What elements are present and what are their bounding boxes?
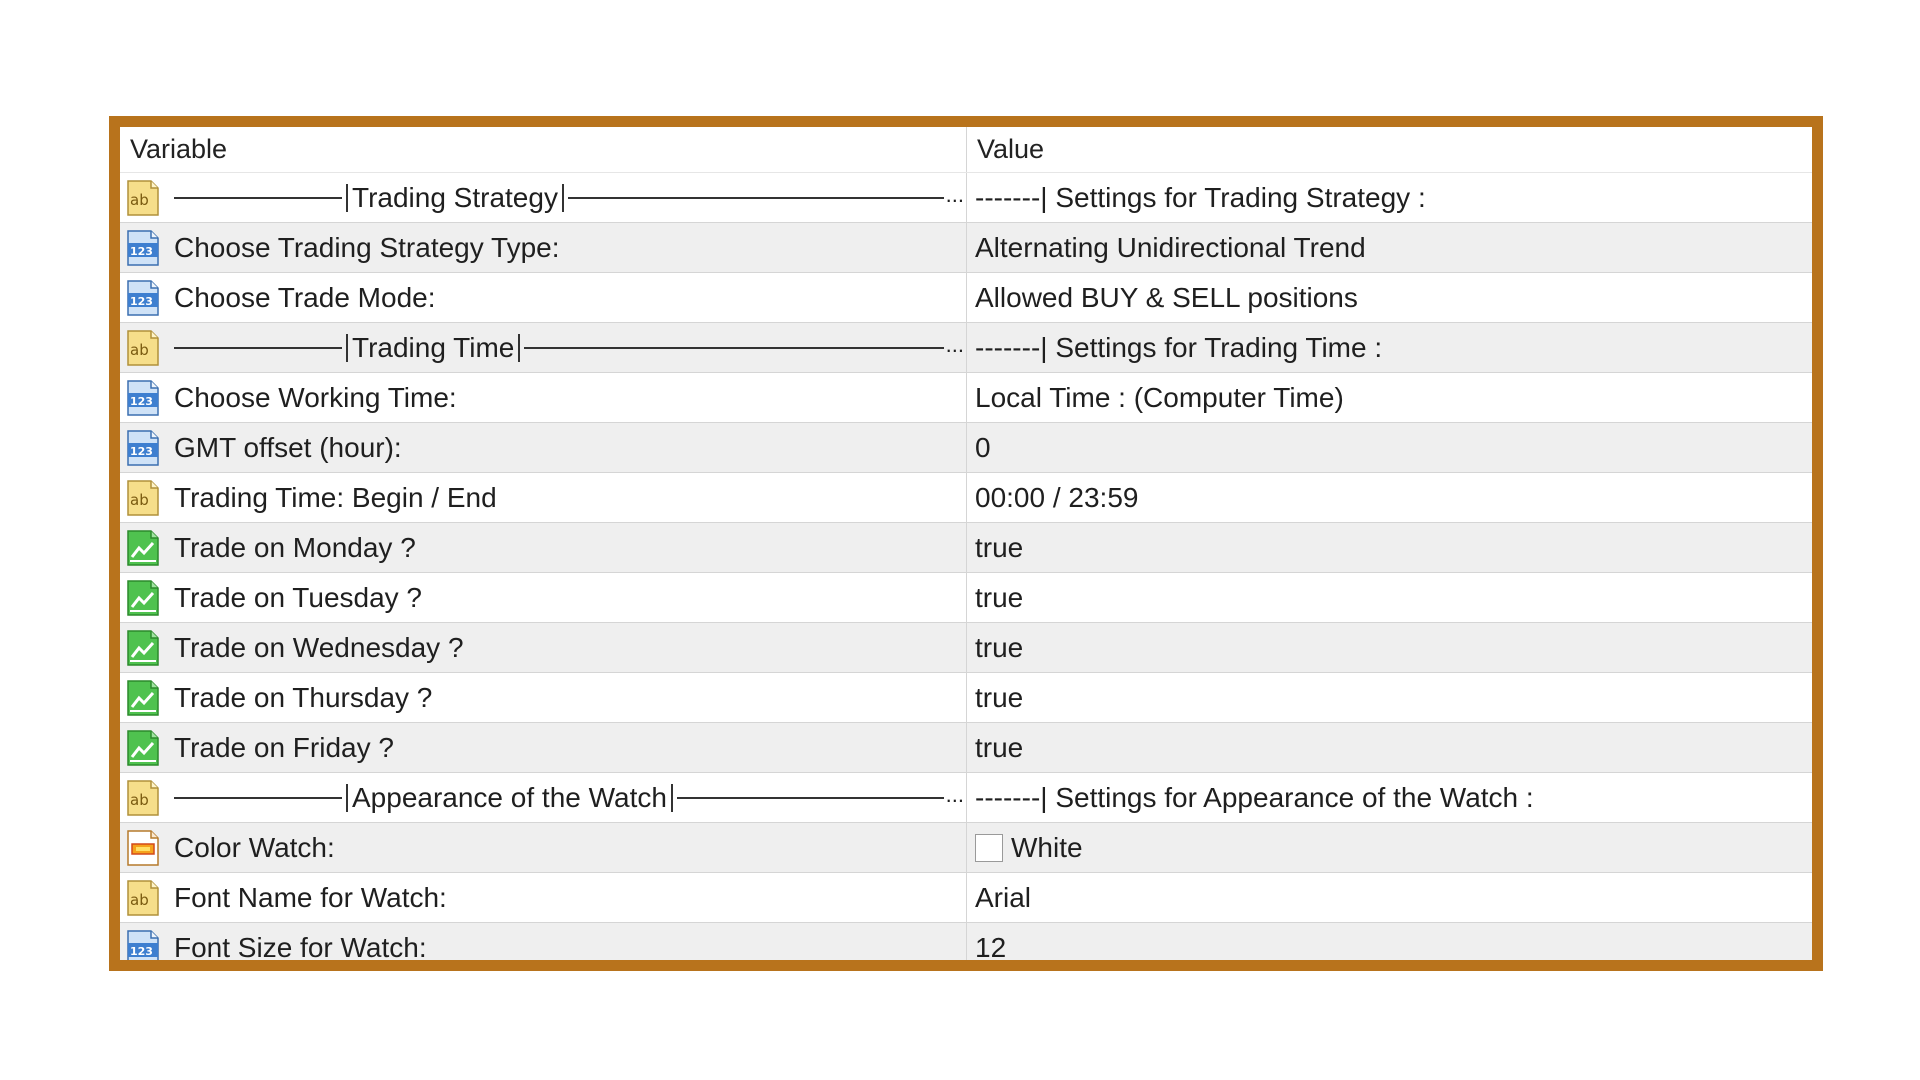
value-cell[interactable] [967, 323, 1812, 372]
separator-bar [346, 784, 348, 812]
section-separator [174, 182, 964, 214]
value-cell[interactable] [967, 373, 1812, 422]
svg-text:ab: ab [130, 490, 149, 509]
value-cell[interactable] [967, 273, 1812, 322]
svg-text:ab: ab [130, 190, 149, 209]
variable-cell[interactable] [120, 623, 967, 672]
table-row[interactable] [120, 623, 1812, 673]
separator-bar [346, 334, 348, 362]
value-cell[interactable] [967, 223, 1812, 272]
svg-text:123: 123 [130, 394, 153, 408]
color-swatch[interactable] [975, 834, 1003, 862]
value-text: -------| Settings for Trading Time : [975, 331, 1383, 363]
table-row[interactable] [120, 923, 1812, 971]
value-cell[interactable] [967, 623, 1812, 672]
table-row[interactable] [120, 873, 1812, 923]
truncation-ellipsis: ... [945, 181, 964, 207]
svg-text:ab: ab [130, 790, 149, 809]
table-row[interactable] [120, 473, 1812, 523]
section-title: Trading Time [352, 331, 515, 363]
separator-bar [562, 184, 564, 212]
separator-bar [518, 334, 520, 362]
value-cell[interactable] [967, 573, 1812, 622]
variable-label: Trade on Thursday ? [174, 681, 433, 713]
table-row[interactable] [120, 423, 1812, 473]
value-cell[interactable] [967, 673, 1812, 722]
table-row[interactable] [120, 673, 1812, 723]
value-text: 0 [975, 431, 991, 463]
value-cell[interactable] [967, 473, 1812, 522]
table-row[interactable] [120, 573, 1812, 623]
section-title: Appearance of the Watch [352, 781, 667, 813]
section-title: Trading Strategy [352, 181, 558, 213]
separator-bar [671, 784, 673, 812]
value-cell[interactable] [967, 773, 1812, 822]
value-text: -------| Settings for Trading Strategy : [975, 181, 1426, 213]
variable-label: Font Size for Watch: [174, 931, 427, 963]
variable-label: Color Watch: [174, 831, 335, 863]
value-text: true [975, 581, 1024, 613]
variable-label: Choose Trade Mode: [174, 281, 436, 313]
variable-cell[interactable] [120, 423, 967, 472]
text-ab-icon [124, 479, 162, 517]
separator-line [174, 797, 342, 799]
value-text: Allowed BUY & SELL positions [975, 281, 1358, 313]
value-cell[interactable] [967, 823, 1812, 872]
variable-cell[interactable] [120, 873, 967, 922]
value-cell[interactable] [967, 423, 1812, 472]
text-ab-icon [124, 879, 162, 917]
truncation-ellipsis: ... [945, 331, 964, 357]
separator-line [174, 197, 342, 199]
boolean-chart-icon [124, 729, 162, 767]
table-row[interactable] [120, 823, 1812, 873]
svg-text:ab: ab [130, 340, 149, 359]
value-text: -------| Settings for Appearance of the Watch : [975, 781, 1534, 813]
value-text: true [975, 681, 1024, 713]
table-row[interactable] [120, 773, 1812, 823]
variable-cell[interactable] [120, 823, 967, 872]
inputs-panel-frame [109, 116, 1823, 971]
value-text: true [975, 631, 1024, 663]
value-cell[interactable] [967, 873, 1812, 922]
variable-label: Trade on Monday ? [174, 531, 416, 563]
table-row[interactable] [120, 273, 1812, 323]
value-cell[interactable] [967, 173, 1812, 222]
boolean-chart-icon [124, 629, 162, 667]
separator-line [174, 347, 342, 349]
numeric-123-icon [124, 379, 162, 417]
boolean-chart-icon [124, 679, 162, 717]
table-row[interactable] [120, 723, 1812, 773]
svg-text:123: 123 [130, 944, 153, 958]
value-text: White [1011, 831, 1083, 863]
boolean-chart-icon [124, 579, 162, 617]
section-separator [174, 782, 964, 814]
text-ab-icon [124, 179, 162, 217]
variable-cell[interactable] [120, 223, 967, 272]
svg-text:123: 123 [130, 444, 153, 458]
variable-cell[interactable] [120, 723, 967, 772]
table-row[interactable] [120, 173, 1812, 223]
variable-label: Trading Time: Begin / End [174, 481, 497, 513]
numeric-123-icon [124, 279, 162, 317]
variable-label: GMT offset (hour): [174, 431, 402, 463]
value-cell[interactable] [967, 923, 1812, 971]
value-text: Arial [975, 881, 1032, 913]
numeric-123-icon [124, 229, 162, 267]
variable-cell[interactable] [120, 373, 967, 422]
value-text: true [975, 731, 1024, 763]
value-text: Alternating Unidirectional Trend [975, 231, 1366, 263]
variable-label: Trade on Tuesday ? [174, 581, 423, 613]
value-text: Local Time : (Computer Time) [975, 381, 1344, 413]
value-cell[interactable] [967, 723, 1812, 772]
variable-cell[interactable] [120, 173, 967, 222]
column-header-variable[interactable]: Variable [120, 127, 967, 172]
value-cell[interactable] [967, 523, 1812, 572]
table-row[interactable] [120, 323, 1812, 373]
separator-line [568, 197, 944, 199]
variable-label: Trade on Friday ? [174, 731, 394, 763]
table-body [120, 173, 1812, 971]
table-row[interactable] [120, 523, 1812, 573]
numeric-123-icon [124, 929, 162, 967]
table-row[interactable] [120, 373, 1812, 423]
variable-cell[interactable] [120, 673, 967, 722]
boolean-chart-icon [124, 529, 162, 567]
variable-label: Choose Trading Strategy Type: [174, 231, 560, 263]
section-separator [174, 332, 964, 364]
variable-cell[interactable] [120, 773, 967, 822]
inputs-table [120, 127, 1812, 971]
variable-label: Font Name for Watch: [174, 881, 447, 913]
svg-text:123: 123 [130, 294, 153, 308]
text-ab-icon [124, 329, 162, 367]
value-text: 00:00 / 23:59 [975, 481, 1139, 513]
variable-cell[interactable] [120, 573, 967, 622]
separator-bar [346, 184, 348, 212]
value-text: true [975, 531, 1024, 563]
variable-cell[interactable] [120, 923, 967, 971]
table-row[interactable] [120, 223, 1812, 273]
separator-line [677, 797, 944, 799]
variable-cell[interactable] [120, 473, 967, 522]
svg-text:123: 123 [130, 244, 153, 258]
truncation-ellipsis: ... [945, 781, 964, 807]
variable-cell[interactable] [120, 273, 967, 322]
variable-cell[interactable] [120, 323, 967, 372]
column-header-value[interactable]: Value [977, 134, 1045, 164]
variable-label: Trade on Wednesday ? [174, 631, 464, 663]
separator-line [524, 347, 943, 349]
text-ab-icon [124, 779, 162, 817]
color-picker-icon [124, 829, 162, 867]
table-header [120, 127, 1812, 173]
svg-text:ab: ab [130, 890, 149, 909]
numeric-123-icon [124, 429, 162, 467]
variable-cell[interactable] [120, 523, 967, 572]
value-text: 12 [975, 931, 1007, 963]
variable-label: Choose Working Time: [174, 381, 457, 413]
